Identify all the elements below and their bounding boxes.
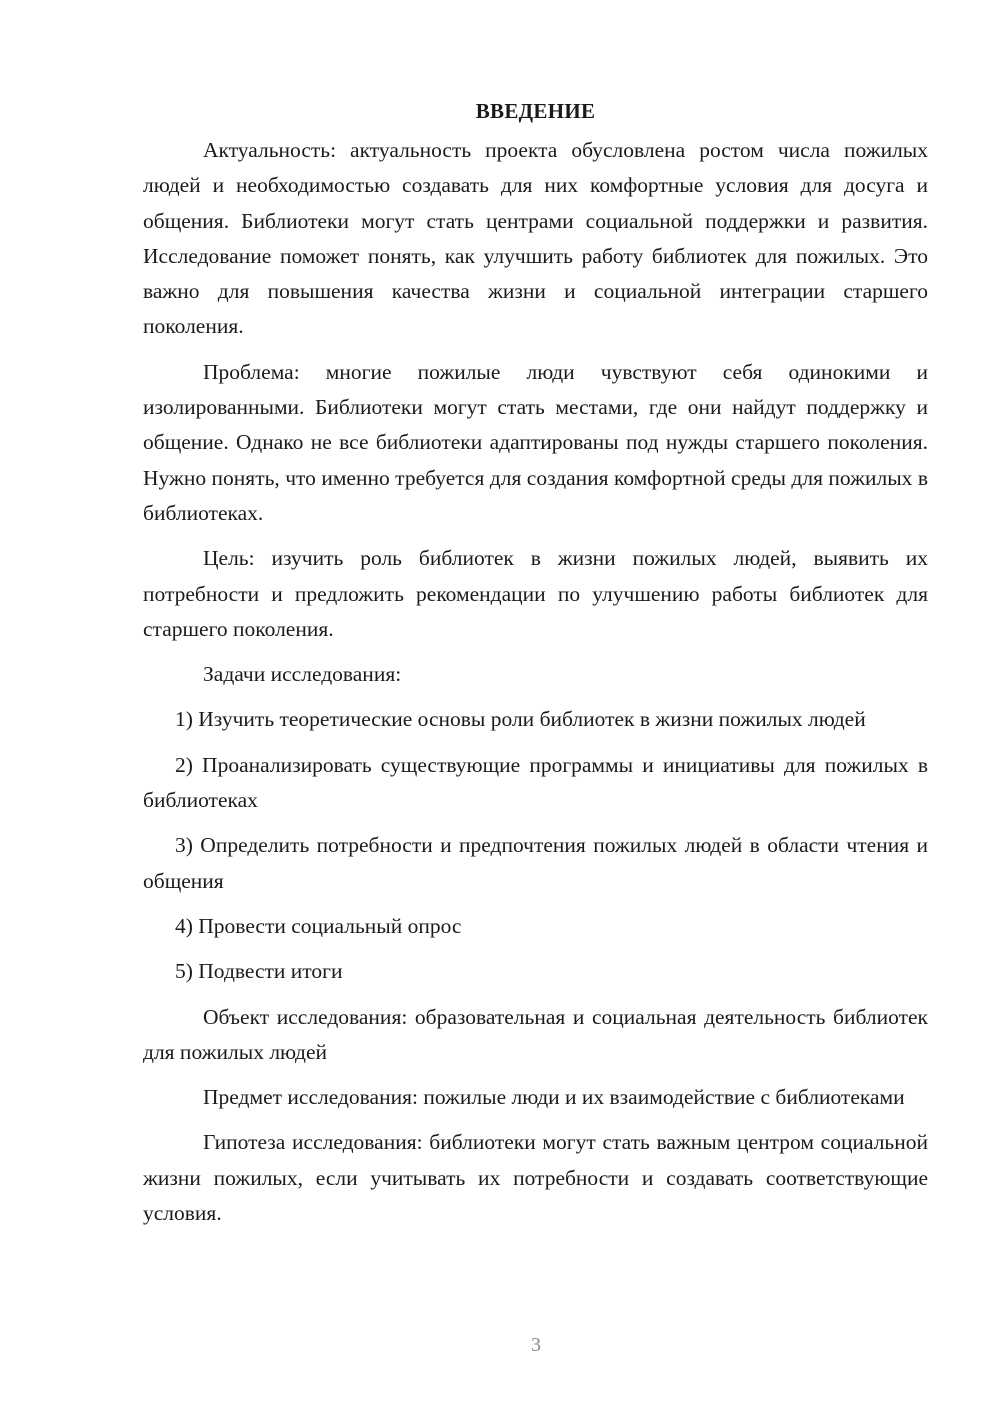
task-item-1: 1) Изучить теоретические основы роли библиотек в жизни пожилых людей [175,707,866,732]
paragraph-problem: Проблема: многие пожилые люди чувствуют себя одинокими и изолированными. Библиотеки могут стать местами, где они найдут поддержку и общение. Однако не все библиотеки адаптированы под нужды старшего поколения. Нужно понять, что именно требуется для создания комфортной среды для пожилых в библиотеках. [143,359,928,525]
document-page [143,94,928,1241]
task-item-3: 3) Определить потребности и предпочтения пожилых людей в области чтения и общения [143,833,928,893]
task-item-4: 4) Провести социальный опрос [175,913,462,938]
page-number: 3 [531,1334,541,1356]
section-title: ВВЕДЕНИЕ [475,99,596,123]
paragraph-object: Объект исследования: образовательная и социальная деятельность библиотек для пожилых людей [143,1004,928,1064]
task-item-5: 5) Подвести итоги [175,959,343,984]
task-item-2: 2) Проанализировать существующие программы и инициативы для пожилых в библиотеках [143,752,928,813]
paragraph-relevance: Актуальность: актуальность проекта обусловлена ростом числа пожилых людей и необходимостью создавать для них комфортные условия для досуга и общения. Библиотеки могут стать центрами социальной поддержки и развития. Исследование поможет понять, как улучшить работу библиотек для пожилых. Это важно для повышения качества жизни и социальной интеграции старшего поколения. [143,138,928,339]
paragraph-goal: Цель: изучить роль библиотек в жизни пожилых людей, выявить их потребности и предложить рекомендации по улучшению работы библиотек для старшего поколения. [143,546,928,641]
paragraph-hypothesis: Гипотеза исследования: библиотеки могут стать важным центром социальной жизни пожилых, если учитывать их потребности и создавать соответствующие условия. [143,1130,928,1226]
paragraph-subject: Предмет исследования: пожилые люди и их взаимодействие с библиотеками [203,1085,905,1110]
paragraph-tasks-heading: Задачи исследования: [203,662,402,687]
